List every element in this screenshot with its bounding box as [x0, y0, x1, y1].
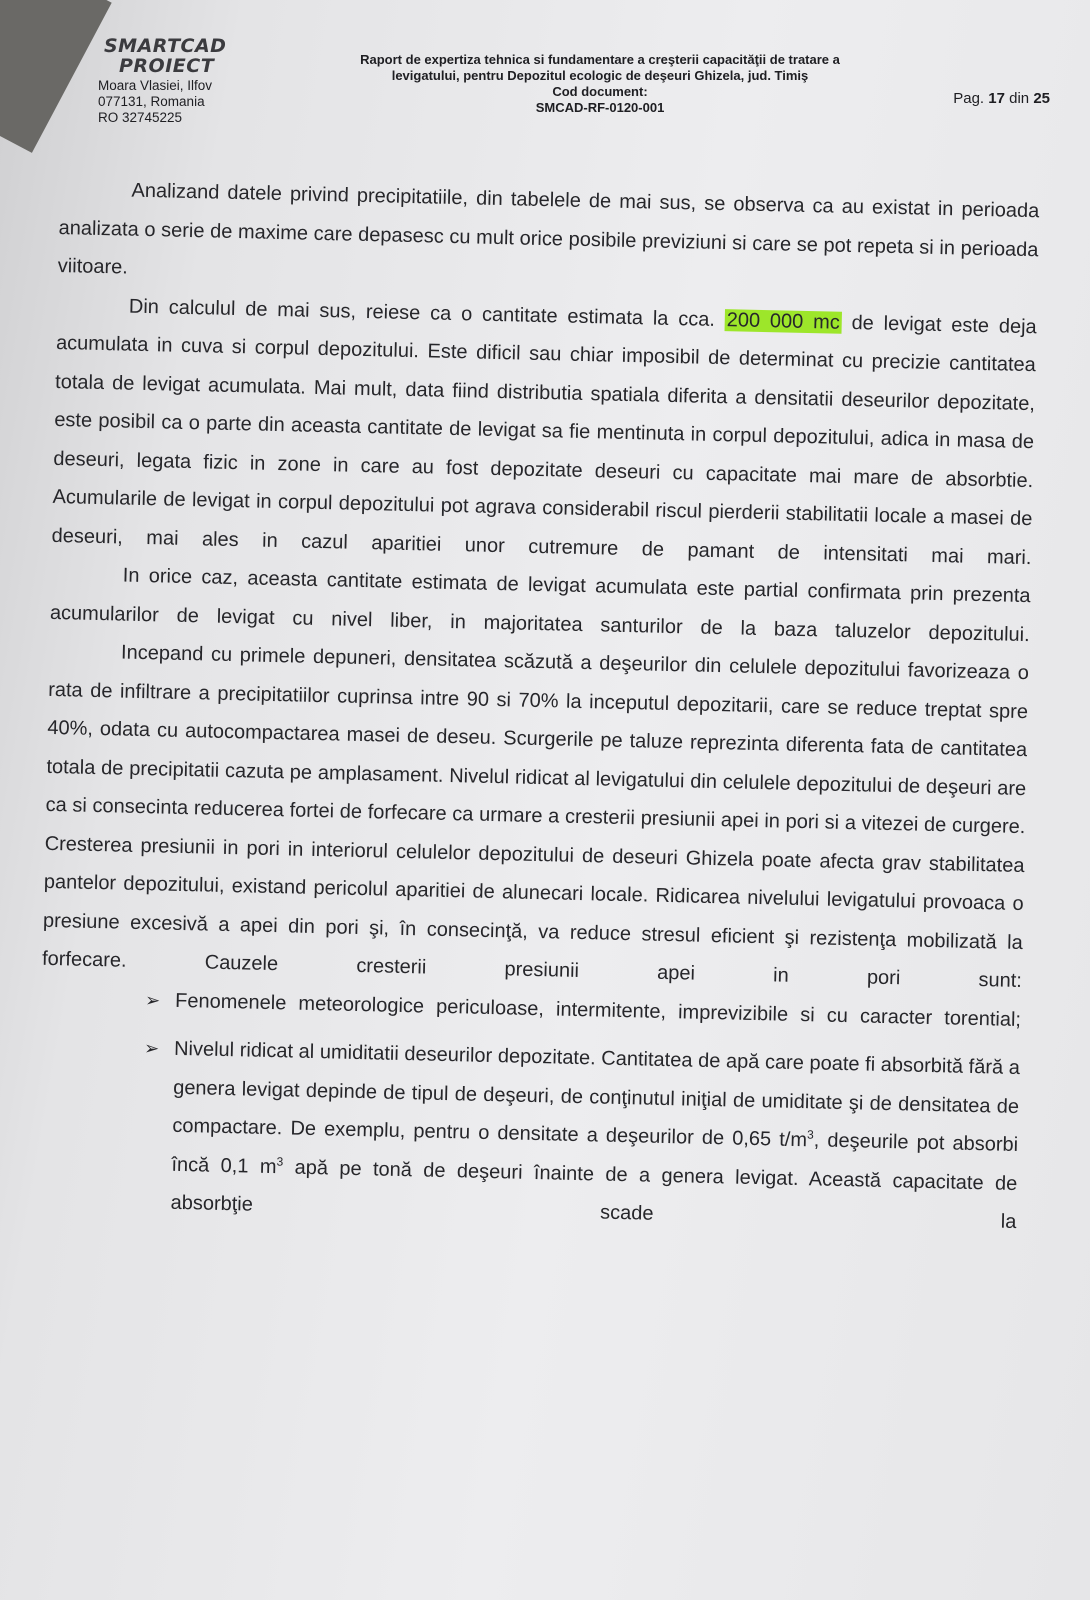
company-address [98, 78, 212, 126]
logo-line-2: PROIECT [119, 55, 215, 77]
address-line: RO 32745225 [98, 110, 183, 125]
title-line-2: levigatului, pentru Depozitul ecologic de deşeuri Ghizela, jud. Timiş [391, 68, 809, 83]
paragraph-1 [57, 170, 1039, 308]
document-code: SMCAD-RF-0120-001 [535, 100, 665, 115]
document-title [300, 52, 900, 116]
list-item-text-part-1: Nivelul ridicat al umiditatii deseurilor depozitate. Cantitatea de apă care poate fi absorbită fără a genera levigat depinde de tipul de deşeuri, de conţinutul iniţial de umiditate şi de densitatea de compactare. De exemplu, pentru o densitate a deşeurilor de 0,65 t/m [172, 1037, 1021, 1152]
page-header [0, 34, 1090, 134]
list-item-text: Fenomenele meteorologice periculoase, intermitente, imprevizibile si cu caracter torential; [174, 989, 1022, 1031]
title-line-1: Raport de expertiza tehnica si fundamentare a creşterii capacităţii de tratare a [360, 52, 840, 67]
paragraph-2-start: Din calculul de mai sus, reiese ca o cantitate estimata la cca. [128, 295, 716, 331]
paragraph-2-rest: de levigat este deja acumulata in cuva si corpul depozitului. Este dificil sau chiar imposibil de determinat cu precizie cantitatea totala de levigat acumulata. Mai mult, data fiind distributia spatiala diferita a densitatii deseurilor depozitate, este posibil ca o parte din aceasta cantitate de levigat sa fie mentinuta in corpul depozitului, adica in masa de deseuri, legata fizic in zone in care au fost depozitate deseuri cu capacitate mai mare de absorbtie. Acumularile de levigat in corpul depozitului pot agrava considerabil riscul pierderii stabilitatii locale a masei de deseuri, mai ales in cazul aparitiei unor cutremure de pamant de intensitati mai mari. [51, 311, 1037, 569]
page-prefix: Pag. [953, 90, 985, 107]
list-item-text-part-3: apă pe tonă de deşeuri înainte de a genera levigat. Această capacitate de absorbţie scade la [170, 1155, 1018, 1233]
paragraph-4-text: Incepand cu primele depuneri, densitatea scăzută a deşeurilor din celulele depozitului favorizeaza o rata de infiltrare a precipitatiilor cuprinsa intre 90 si 70% la inceputul depozitarii, care se reduce treptat spre 40%, odata cu autocompactarea masei de deseu. Scurgerile pe taluze reprezinta diferenta fata de cantitatea totala de precipitatii cazuta pe amplasament. Nivelul ridicat al levigatului din celulele depozitului de deşeuri are ca si consecinta reducerea fortei de forfecare ca urmare a cresterii presiunii apei in pori si a vitezei de curgere. Cresterea presiunii in pori in interiorul celulelor depozitului de deseuri Ghizela poate afecta grav stabilitatea pantelor depozitului, existand pericolul aparitiei de alunecari locale. Ridicarea nivelului levigatului provoaca o presiune excesivă a apei din pori şi, în consecinţă, va reduce stresul eficient şi rezistenţa mobilizată la forfecare. Cauzele cresterii presiunii apei in pori sunt: [41, 641, 1030, 993]
document-body [36, 170, 1040, 1241]
logo-line-1: SMARTCAD [104, 35, 227, 57]
causes-list [36, 978, 1021, 1241]
arrow-bullet-icon: ➢ [144, 989, 161, 1010]
page-separator: din [1009, 90, 1030, 107]
paragraph-1-text: Analizand datele privind precipitatiile, din tabelele de mai sus, se observa ca au existat in perioada analizata o serie de maxime care depasesc cu mult orice posibile previziuni si care se pot repeta si in perioada viitoare. [57, 179, 1040, 279]
address-line: Moara Vlasiei, Ilfov [98, 78, 213, 93]
list-item [36, 1027, 1020, 1242]
company-logo [104, 36, 254, 76]
paragraph-3-text: In orice caz, aceasta cantitate estimata de levigat acumulata este partial confirmata prin prezenta acumularilor de levigat cu nivel liber, in majoritatea santurilor de la baza taluzelor depozitului. [49, 564, 1031, 646]
document-code-label: Cod document: [552, 84, 648, 99]
superscript: 3 [806, 1127, 814, 1142]
paragraph-4 [42, 632, 1030, 1001]
highlighted-quantity: 200 000 mc [726, 308, 841, 334]
list-item-text-part-2: , deşeurile pot absorbi încă 0,1 m [171, 1129, 1019, 1178]
superscript: 3 [276, 1154, 284, 1169]
arrow-bullet-icon: ➢ [143, 1038, 160, 1059]
address-line: 077131, Romania [98, 94, 205, 109]
page-current: 17 [988, 90, 1005, 107]
page-total: 25 [1033, 90, 1050, 107]
paragraph-2 [51, 285, 1037, 577]
page-number [953, 90, 1050, 107]
